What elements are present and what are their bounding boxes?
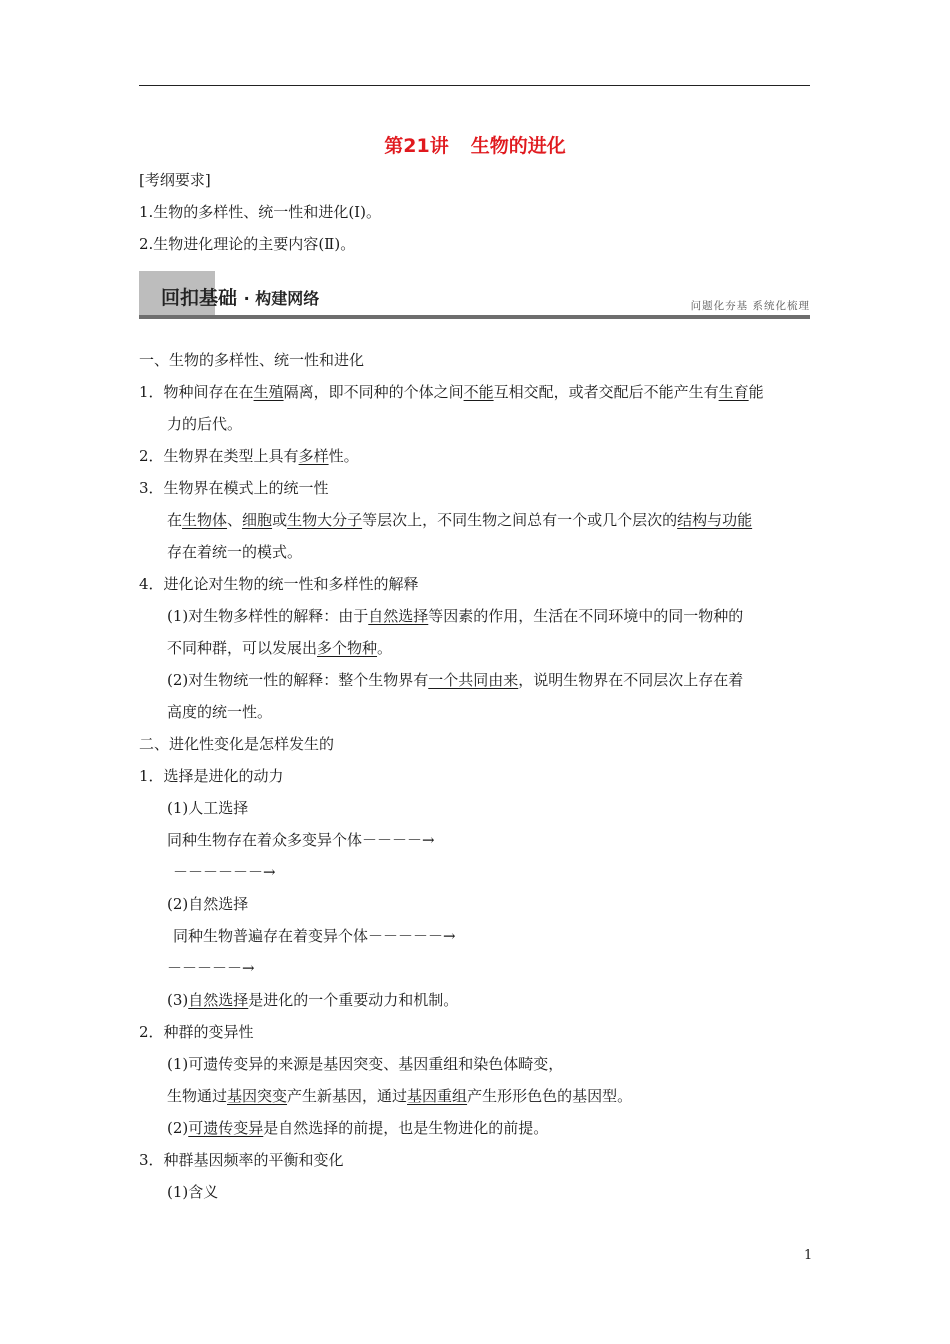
answer-blank: 一个共同由来 (428, 671, 519, 689)
header-rule (139, 85, 810, 86)
sec2-p2-heading (139, 1022, 254, 1042)
sec2-p3-s1: (1)含义 (167, 1183, 219, 1201)
text: 产生新基因，通过 (287, 1087, 408, 1105)
sec1-p1-cont: 力的后代。 (167, 415, 243, 433)
text: 种群的变异性 (163, 1023, 254, 1041)
text: 物种间存在在 (163, 383, 254, 401)
requirement-item-1: 1.生物的多样性、统一性和进化(Ⅰ)。 (139, 203, 381, 221)
item-number: 3． (139, 1151, 164, 1169)
answer-blank: 多样 (298, 447, 329, 465)
sec1-p3-body (167, 510, 752, 530)
answer-blank: 生殖 (253, 383, 284, 401)
answer-blank: 生育 (718, 383, 749, 401)
sec2-p1-s1-label: (1)人工选择 (167, 799, 249, 817)
item-number: 4． (139, 575, 164, 593)
sec2-heading: 二、进化性变化是怎样发生的 (139, 735, 335, 753)
sec2-p2-s1-line2 (167, 1086, 632, 1106)
answer-blank: 自然选择 (188, 991, 249, 1009)
text: 等层次上，不同生物之间总有一个或几个层次的 (362, 511, 678, 529)
text: 生物界在类型上具有 (163, 447, 299, 465)
sec1-p1 (139, 382, 764, 402)
text: ，说明生物界在不同层次上存在着 (518, 671, 744, 689)
text: 产生形形色色的基因型。 (467, 1087, 633, 1105)
text: 不同种群，可以发展出 (167, 639, 318, 657)
text: 。 (377, 639, 393, 657)
item-number: 1． (139, 383, 164, 401)
item-number: 1． (139, 767, 164, 785)
sec2-p1-s2-line2: －－－－－→ (167, 959, 255, 977)
sec1-p2 (139, 446, 359, 466)
sec1-p4-heading (139, 574, 419, 594)
text: 、 (227, 511, 243, 529)
answer-blank: 生物体 (182, 511, 228, 529)
sec1-p4-s1-cont (167, 638, 392, 658)
sec2-p1-s2-line1: 同种生物普遍存在着变异个体－－－－－→ (173, 927, 456, 945)
sec1-p4-s2 (167, 670, 743, 690)
sec2-p1-s1-line1: 同种生物存在着众多变异个体－－－－→ (167, 831, 435, 849)
text: 种群基因频率的平衡和变化 (163, 1151, 344, 1169)
sec2-p3-heading (139, 1150, 344, 1170)
text: 是进化的一个重要动力和机制。 (248, 991, 459, 1009)
text: 在 (167, 511, 183, 529)
text: 生物界在模式上的统一性 (163, 479, 329, 497)
answer-blank: 不能 (463, 383, 494, 401)
item-number: 2． (139, 447, 164, 465)
sec2-p1-s1-line2: －－－－－－→ (173, 863, 276, 881)
text: 生物通过 (167, 1087, 228, 1105)
banner-sub-text: · 构建网络 (243, 289, 320, 308)
sec1-p3-heading (139, 478, 329, 498)
text: 隔离，即不同种的个体之间 (283, 383, 464, 401)
lecture-number: 第21讲 (384, 135, 449, 157)
answer-blank: 多个物种 (317, 639, 378, 657)
requirement-item-2: 2.生物进化理论的主要内容(Ⅱ)。 (139, 235, 356, 253)
sec2-p1-s2-label: (2)自然选择 (167, 895, 249, 913)
sec2-p1-heading (139, 766, 284, 786)
sec1-p3-cont: 存在着统一的模式。 (167, 543, 303, 561)
answer-blank: 基因突变 (227, 1087, 288, 1105)
banner-main-text: 回扣基础 (161, 287, 238, 309)
sec1-p4-s1 (167, 606, 743, 626)
text: (3) (167, 991, 189, 1009)
text: 等因素的作用，生活在不同环境中的同一物种的 (428, 607, 744, 625)
text: 进化论对生物的统一性和多样性的解释 (163, 575, 419, 593)
text: (2) (167, 1119, 189, 1137)
section-banner (139, 271, 810, 319)
sec1-p4-s2-cont: 高度的统一性。 (167, 703, 273, 721)
answer-blank: 基因重组 (407, 1087, 468, 1105)
sec1-heading: 一、生物的多样性、统一性和进化 (139, 351, 365, 369)
banner-bar (139, 315, 810, 319)
answer-blank: 结构与功能 (677, 511, 753, 529)
text: (2)对生物统一性的解释：整个生物界有 (167, 671, 429, 689)
text: 性。 (328, 447, 359, 465)
sec2-p1-s3 (167, 990, 458, 1010)
sec2-p2-s2 (167, 1118, 548, 1138)
page-number: 1 (804, 1248, 813, 1263)
answer-blank: 细胞 (242, 511, 273, 529)
answer-blank: 自然选择 (368, 607, 429, 625)
text: 或 (272, 511, 288, 529)
text: 能 (748, 383, 764, 401)
requirements-heading: [考纲要求] (139, 171, 211, 189)
page-title (0, 131, 950, 158)
answer-blank: 可遗传变异 (188, 1119, 264, 1137)
lecture-topic: 生物的进化 (470, 135, 566, 157)
text: 互相交配，或者交配后不能产生有 (493, 383, 719, 401)
text: (1)对生物多样性的解释：由于 (167, 607, 369, 625)
answer-blank: 生物大分子 (287, 511, 363, 529)
text: 选择是进化的动力 (163, 767, 284, 785)
sec2-p2-s1-line1: (1)可遗传变异的来源是基因突变、基因重组和染色体畸变， (167, 1055, 564, 1073)
banner-title (161, 283, 319, 310)
item-number: 3． (139, 479, 164, 497)
text: 是自然选择的前提，也是生物进化的前提。 (263, 1119, 549, 1137)
banner-tagline: 问题化夯基 系统化梳理 (690, 300, 810, 312)
item-number: 2． (139, 1023, 164, 1041)
